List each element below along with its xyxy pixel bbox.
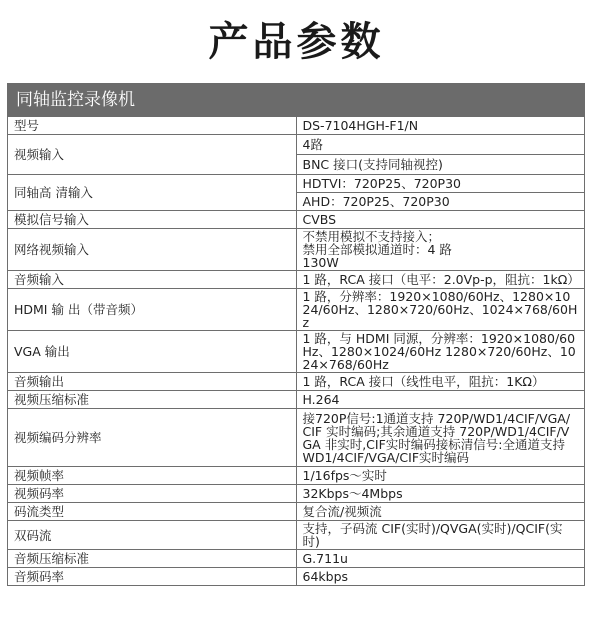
spec-label: 网络视频输入	[8, 229, 297, 271]
spec-value-line: 禁用全部模拟通道时：4 路	[302, 242, 452, 257]
spec-value: 支持，子码流 CIF(实时)/QVGA(实时)/QCIF(实时)	[296, 521, 585, 550]
table-row	[8, 175, 585, 193]
spec-value: 4路	[296, 135, 585, 155]
spec-value: AHD：720P25、720P30	[296, 193, 585, 211]
spec-value: CVBS	[296, 211, 585, 229]
spec-label: 视频码率	[8, 485, 297, 503]
table-row	[8, 467, 585, 485]
table-row	[8, 568, 585, 586]
spec-value: 1 路，与 HDMI 同源，分辨率：1920×1080/60Hz、1280×1024/60Hz 1280×720/60Hz、1024×768/60Hz	[296, 331, 585, 373]
spec-value: DS-7104HGH-F1/N	[296, 117, 585, 135]
spec-label: 码流类型	[8, 503, 297, 521]
spec-label: 型号	[8, 117, 297, 135]
table-row	[8, 289, 585, 331]
page-title: 产品参数	[208, 18, 385, 65]
spec-label: 音频输入	[8, 271, 297, 289]
spec-value: 接720P信号:1通道支持 720P/WD1/4CIF/VGA/CIF 实时编码;其余通道支持 720P/WD1/4CIF/VGA 非实时,CIF实时编码接标清信号:全通道支持 WD1/4CIF/VGA/CIF实时编码	[296, 409, 585, 467]
spec-value: H.264	[296, 391, 585, 409]
spec-label: 双码流	[8, 521, 297, 550]
spec-label: 音频输出	[8, 373, 297, 391]
spec-value: 1 路，分辨率：1920×1080/60Hz、1280×1024/60Hz、1280×720/60Hz、1024×768/60Hz	[296, 289, 585, 331]
spec-label: 音频压缩标准	[8, 550, 297, 568]
spec-value: 1 路，RCA 接口（线性电平，阻抗：1KΩ）	[296, 373, 585, 391]
spec-label: 视频输入	[8, 135, 297, 175]
table-header: 同轴监控录像机	[8, 84, 585, 117]
table-row	[8, 331, 585, 373]
table-row	[8, 373, 585, 391]
spec-label: HDMI 输 出（带音频）	[8, 289, 297, 331]
table-row	[8, 485, 585, 503]
table-row	[8, 391, 585, 409]
table-row	[8, 117, 585, 135]
table-row	[8, 409, 585, 467]
spec-value: BNC 接口(支持同轴视控)	[296, 155, 585, 175]
table-row	[8, 503, 585, 521]
spec-value: 64kbps	[296, 568, 585, 586]
spec-label: 音频码率	[8, 568, 297, 586]
table-row	[8, 229, 585, 271]
spec-table	[7, 83, 585, 586]
spec-value: 1/16fps～实时	[296, 467, 585, 485]
spec-label: 视频压缩标准	[8, 391, 297, 409]
spec-label: VGA 输出	[8, 331, 297, 373]
spec-value: HDTVI：720P25、720P30	[296, 175, 585, 193]
spec-value: G.711u	[296, 550, 585, 568]
spec-label: 同轴高 清输入	[8, 175, 297, 211]
table-row	[8, 271, 585, 289]
spec-value	[296, 229, 585, 271]
table-row	[8, 550, 585, 568]
spec-label: 视频编码分辨率	[8, 409, 297, 467]
table-row	[8, 211, 585, 229]
table-row	[8, 135, 585, 155]
spec-value: 32Kbps～4Mbps	[296, 485, 585, 503]
spec-value: 1 路，RCA 接口（电平：2.0Vp-p，阻抗：1kΩ）	[296, 271, 585, 289]
table-header-row	[8, 84, 585, 117]
spec-value-line: 130W	[302, 255, 339, 270]
spec-value-line: 不禁用模拟不支持接入；	[302, 229, 441, 244]
table-row	[8, 521, 585, 550]
spec-label: 模拟信号输入	[8, 211, 297, 229]
spec-value: 复合流/视频流	[296, 503, 585, 521]
spec-label: 视频帧率	[8, 467, 297, 485]
